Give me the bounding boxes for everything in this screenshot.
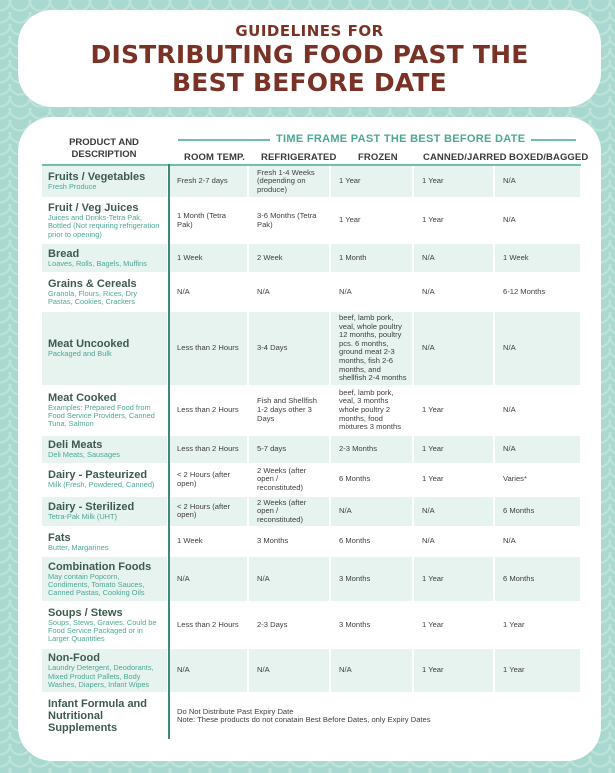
- boxed-bagged-cell: N/A: [494, 198, 581, 243]
- product-name: Meat Cooked: [48, 391, 117, 404]
- product-description: May contain Popcorn, Condiments, Tomato Sauces, Canned Pastas, Cooking Oils: [48, 571, 145, 598]
- canned-jarred-cell: 1 Year: [413, 198, 494, 243]
- product-description: Packaged and Bulk: [48, 349, 112, 359]
- product-column-divider: [168, 164, 170, 739]
- table-row: [42, 693, 581, 739]
- product-description: Butter, Margarines: [48, 542, 109, 552]
- refrigerated-cell: 2 Week: [248, 243, 330, 273]
- column-header-refrigerated: REFRIGERATED: [261, 152, 337, 163]
- product-name: Fruits / Vegetables: [48, 171, 146, 184]
- boxed-bagged-cell: N/A: [494, 166, 581, 198]
- canned-jarred-cell: 1 Year: [413, 386, 494, 435]
- timeframe-header: TIME FRAME PAST THE BEST BEFORE DATE: [270, 133, 531, 145]
- frozen-cell: 1 Year: [330, 166, 413, 198]
- canned-jarred-cell: 1 Year: [413, 464, 494, 496]
- product-description: Deli Meats, Sausages: [48, 450, 120, 460]
- refrigerated-cell: 3 Months: [248, 527, 330, 556]
- room-temp-cell: Less than 2 Hours: [168, 311, 248, 386]
- room-temp-cell: 1 Month (Tetra Pak): [168, 198, 248, 243]
- canned-jarred-cell: N/A: [413, 311, 494, 386]
- product-description: Granola, Flours, Rices, Dry Pastas, Cookies, Crackers: [48, 288, 138, 306]
- refrigerated-cell: N/A: [248, 556, 330, 602]
- canned-jarred-cell: 1 Year: [413, 435, 494, 464]
- table-row: [42, 602, 581, 648]
- frozen-cell: N/A: [330, 273, 413, 311]
- canned-jarred-cell: N/A: [413, 496, 494, 528]
- boxed-bagged-cell: N/A: [494, 311, 581, 386]
- refrigerated-cell: 3-4 Days: [248, 311, 330, 386]
- product-cell: [42, 198, 168, 243]
- guidelines-panel: [18, 117, 601, 761]
- canned-jarred-cell: N/A: [413, 273, 494, 311]
- table-row: [42, 527, 581, 556]
- page-title-line-1: DISTRIBUTING FOOD PAST THE: [90, 40, 529, 69]
- product-description: Tetra-Pak Milk (UHT): [48, 512, 117, 522]
- table-row: [42, 435, 581, 464]
- table-row: [42, 243, 581, 273]
- refrigerated-cell: 5-7 days: [248, 435, 330, 464]
- table-row: [42, 273, 581, 311]
- frozen-cell: 1 Year: [330, 198, 413, 243]
- room-temp-cell: Fresh 2-7 days: [168, 166, 248, 198]
- boxed-bagged-cell: Varies*: [494, 464, 581, 496]
- room-temp-cell: 1 Week: [168, 527, 248, 556]
- room-temp-cell: Less than 2 Hours: [168, 602, 248, 648]
- frozen-cell: 3 Months: [330, 556, 413, 602]
- product-cell: [42, 166, 168, 198]
- expiry-note-cell: [168, 693, 581, 739]
- expiry-note: Note: These products do not conatain Best Before Dates, only Expiry Dates: [177, 715, 431, 725]
- product-cell: [42, 648, 168, 693]
- boxed-bagged-cell: N/A: [494, 435, 581, 464]
- room-temp-cell: N/A: [168, 273, 248, 311]
- refrigerated-cell: N/A: [248, 273, 330, 311]
- boxed-bagged-cell: 6-12 Months: [494, 273, 581, 311]
- product-name: Non-Food: [48, 652, 100, 665]
- product-description: Soups, Stews, Gravies. Could be Food Service Packaged or in Larger Quantities: [48, 617, 157, 644]
- room-temp-cell: N/A: [168, 556, 248, 602]
- column-header-frozen: FROZEN: [358, 152, 398, 163]
- product-name: Meat Uncooked: [48, 338, 130, 351]
- product-name: Infant Formula and Nutritional Supplements: [48, 698, 147, 735]
- frozen-cell: 3 Months: [330, 602, 413, 648]
- frozen-cell: beef, lamb pork, veal, whole poultry 12 months, poultry pcs. 6 months, ground meat 2-3 months, fish 2-6 months, and shellfish 2-4 months: [330, 311, 413, 386]
- product-cell: [42, 435, 168, 464]
- canned-jarred-cell: N/A: [413, 527, 494, 556]
- frozen-cell: beef, lamb pork, veal, 3 months whole poultry 2 months, food mixtures 3 months: [330, 386, 413, 435]
- boxed-bagged-cell: N/A: [494, 527, 581, 556]
- frozen-cell: 6 Months: [330, 527, 413, 556]
- product-name: Dairy - Pasteurized: [48, 469, 148, 482]
- refrigerated-cell: 2 Weeks (after open / reconstituted): [248, 464, 330, 496]
- boxed-bagged-cell: 1 Year: [494, 602, 581, 648]
- boxed-bagged-cell: N/A: [494, 386, 581, 435]
- column-header-boxed-bagged: BOXED/BAGGED: [509, 152, 589, 163]
- refrigerated-cell: Fish and Shellfish 1-2 days other 3 Days: [248, 386, 330, 435]
- product-cell: [42, 243, 168, 273]
- product-cell: [42, 496, 168, 528]
- expiry-instruction: Do Not Distribute Past Expiry Date: [177, 706, 294, 716]
- frozen-cell: N/A: [330, 648, 413, 693]
- product-description: Juices and Drinks-Tetra Pak, Bottled (Not requiring refrigeration prior to opening): [48, 212, 160, 239]
- room-temp-cell: < 2 Hours (after open): [168, 496, 248, 528]
- product-cell: [42, 311, 168, 386]
- boxed-bagged-cell: 1 Year: [494, 648, 581, 693]
- table-row: [42, 311, 581, 386]
- table-row: [42, 386, 581, 435]
- refrigerated-cell: Fresh 1-4 Weeks (depending on produce): [248, 166, 330, 198]
- title-kicker: GUIDELINES FOR: [235, 22, 384, 40]
- product-cell: [42, 527, 168, 556]
- table-row: [42, 648, 581, 693]
- canned-jarred-cell: 1 Year: [413, 556, 494, 602]
- frozen-cell: 6 Months: [330, 464, 413, 496]
- table-row: [42, 166, 581, 198]
- product-description: Milk (Fresh, Powdered, Canned): [48, 480, 155, 490]
- refrigerated-cell: 3-6 Months (Tetra Pak): [248, 198, 330, 243]
- product-name: Bread: [48, 247, 80, 260]
- product-cell: [42, 556, 168, 602]
- canned-jarred-cell: 1 Year: [413, 602, 494, 648]
- product-column-header: PRODUCT AND DESCRIPTION: [69, 137, 139, 160]
- frozen-cell: 1 Month: [330, 243, 413, 273]
- table-row: [42, 198, 581, 243]
- header-card: [18, 10, 601, 107]
- room-temp-cell: N/A: [168, 648, 248, 693]
- canned-jarred-cell: 1 Year: [413, 166, 494, 198]
- page-title-line-2: BEST BEFORE DATE: [172, 68, 447, 97]
- boxed-bagged-cell: 6 Months: [494, 496, 581, 528]
- frozen-cell: N/A: [330, 496, 413, 528]
- refrigerated-cell: 2-3 Days: [248, 602, 330, 648]
- table-row: [42, 464, 581, 496]
- canned-jarred-cell: 1 Year: [413, 648, 494, 693]
- product-name: Dairy - Sterilized: [48, 501, 135, 514]
- refrigerated-cell: N/A: [248, 648, 330, 693]
- product-cell: [42, 386, 168, 435]
- product-description: Examples: Prepared Food from Food Service Providers, Canned Tuna, Salmon: [48, 402, 155, 429]
- product-description: Fresh Produce: [48, 182, 97, 192]
- room-temp-cell: Less than 2 Hours: [168, 386, 248, 435]
- product-name: Soups / Stews: [48, 606, 123, 619]
- column-header-canned-jarred: CANNED/JARRED: [423, 152, 507, 163]
- product-description: Loaves, Rolls, Bagels, Muffins: [48, 258, 147, 268]
- column-header-room-temp: ROOM TEMP.: [184, 152, 245, 163]
- product-cell: [42, 273, 168, 311]
- table-row: [42, 496, 581, 528]
- product-cell: [42, 602, 168, 648]
- product-description: Laundry Detergent, Deodorants, Mixed Product Pallets, Body Washes, Diapers, Infant Wipes: [48, 663, 154, 689]
- boxed-bagged-cell: 1 Week: [494, 243, 581, 273]
- table-row: [42, 556, 581, 602]
- product-name: Fats: [48, 531, 71, 544]
- boxed-bagged-cell: 6 Months: [494, 556, 581, 602]
- product-cell: [42, 464, 168, 496]
- refrigerated-cell: 2 Weeks (after open / reconstituted): [248, 496, 330, 528]
- product-name: Fruit / Veg Juices: [48, 201, 139, 214]
- frozen-cell: 2-3 Months: [330, 435, 413, 464]
- canned-jarred-cell: N/A: [413, 243, 494, 273]
- product-name: Combination Foods: [48, 560, 152, 573]
- product-cell: [42, 693, 168, 739]
- room-temp-cell: 1 Week: [168, 243, 248, 273]
- product-name: Grains & Cereals: [48, 277, 137, 290]
- guidelines-table: [42, 166, 582, 740]
- room-temp-cell: Less than 2 Hours: [168, 435, 248, 464]
- room-temp-cell: < 2 Hours (after open): [168, 464, 248, 496]
- product-name: Deli Meats: [48, 439, 103, 452]
- timeframe-bar: [178, 134, 576, 144]
